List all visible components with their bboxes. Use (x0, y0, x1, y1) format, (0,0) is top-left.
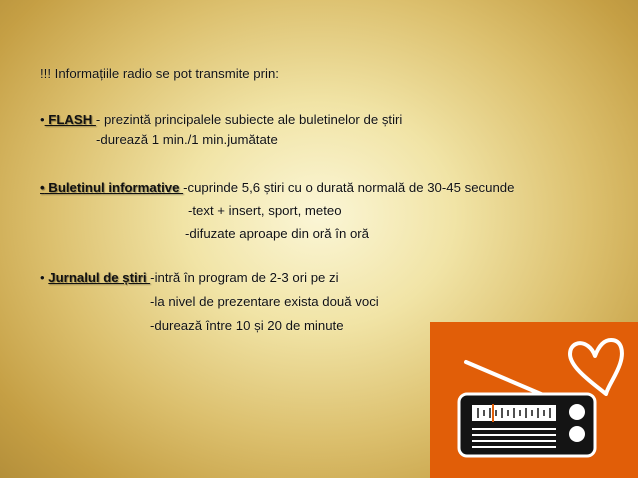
radio-with-heart-icon (430, 322, 638, 478)
item-detail: -la nivel de prezentare exista două voci (150, 294, 379, 309)
intro-text: !!! Informațiile radio se pot transmite prin: (40, 66, 279, 81)
item-detail: -durează între 10 și 20 de minute (150, 318, 344, 333)
term-flash: FLASH (44, 112, 96, 127)
bullet: • (40, 270, 45, 285)
bullet: • (40, 112, 45, 127)
term-jurnal: Jurnalul de știri (48, 270, 151, 285)
item-detail: -durează 1 min./1 min.jumătate (96, 132, 278, 147)
item-description: - prezintă principalele subiecte ale buletinelor de știri (95, 112, 403, 127)
list-item-flash (40, 112, 402, 128)
illustration-tile (430, 322, 638, 478)
term-buletin: Buletinul informative (44, 180, 184, 195)
item-description: -intră în program de 2-3 ori pe zi (150, 270, 339, 285)
item-detail: -difuzate aproape din oră în oră (185, 226, 370, 241)
item-detail: -text + insert, sport, meteo (188, 203, 342, 218)
bullet: • (40, 180, 45, 195)
list-item-buletin (40, 180, 514, 196)
item-description: -cuprinde 5,6 știri cu o durată normală de 30-45 secunde (183, 180, 515, 195)
list-item-jurnal (40, 270, 339, 286)
